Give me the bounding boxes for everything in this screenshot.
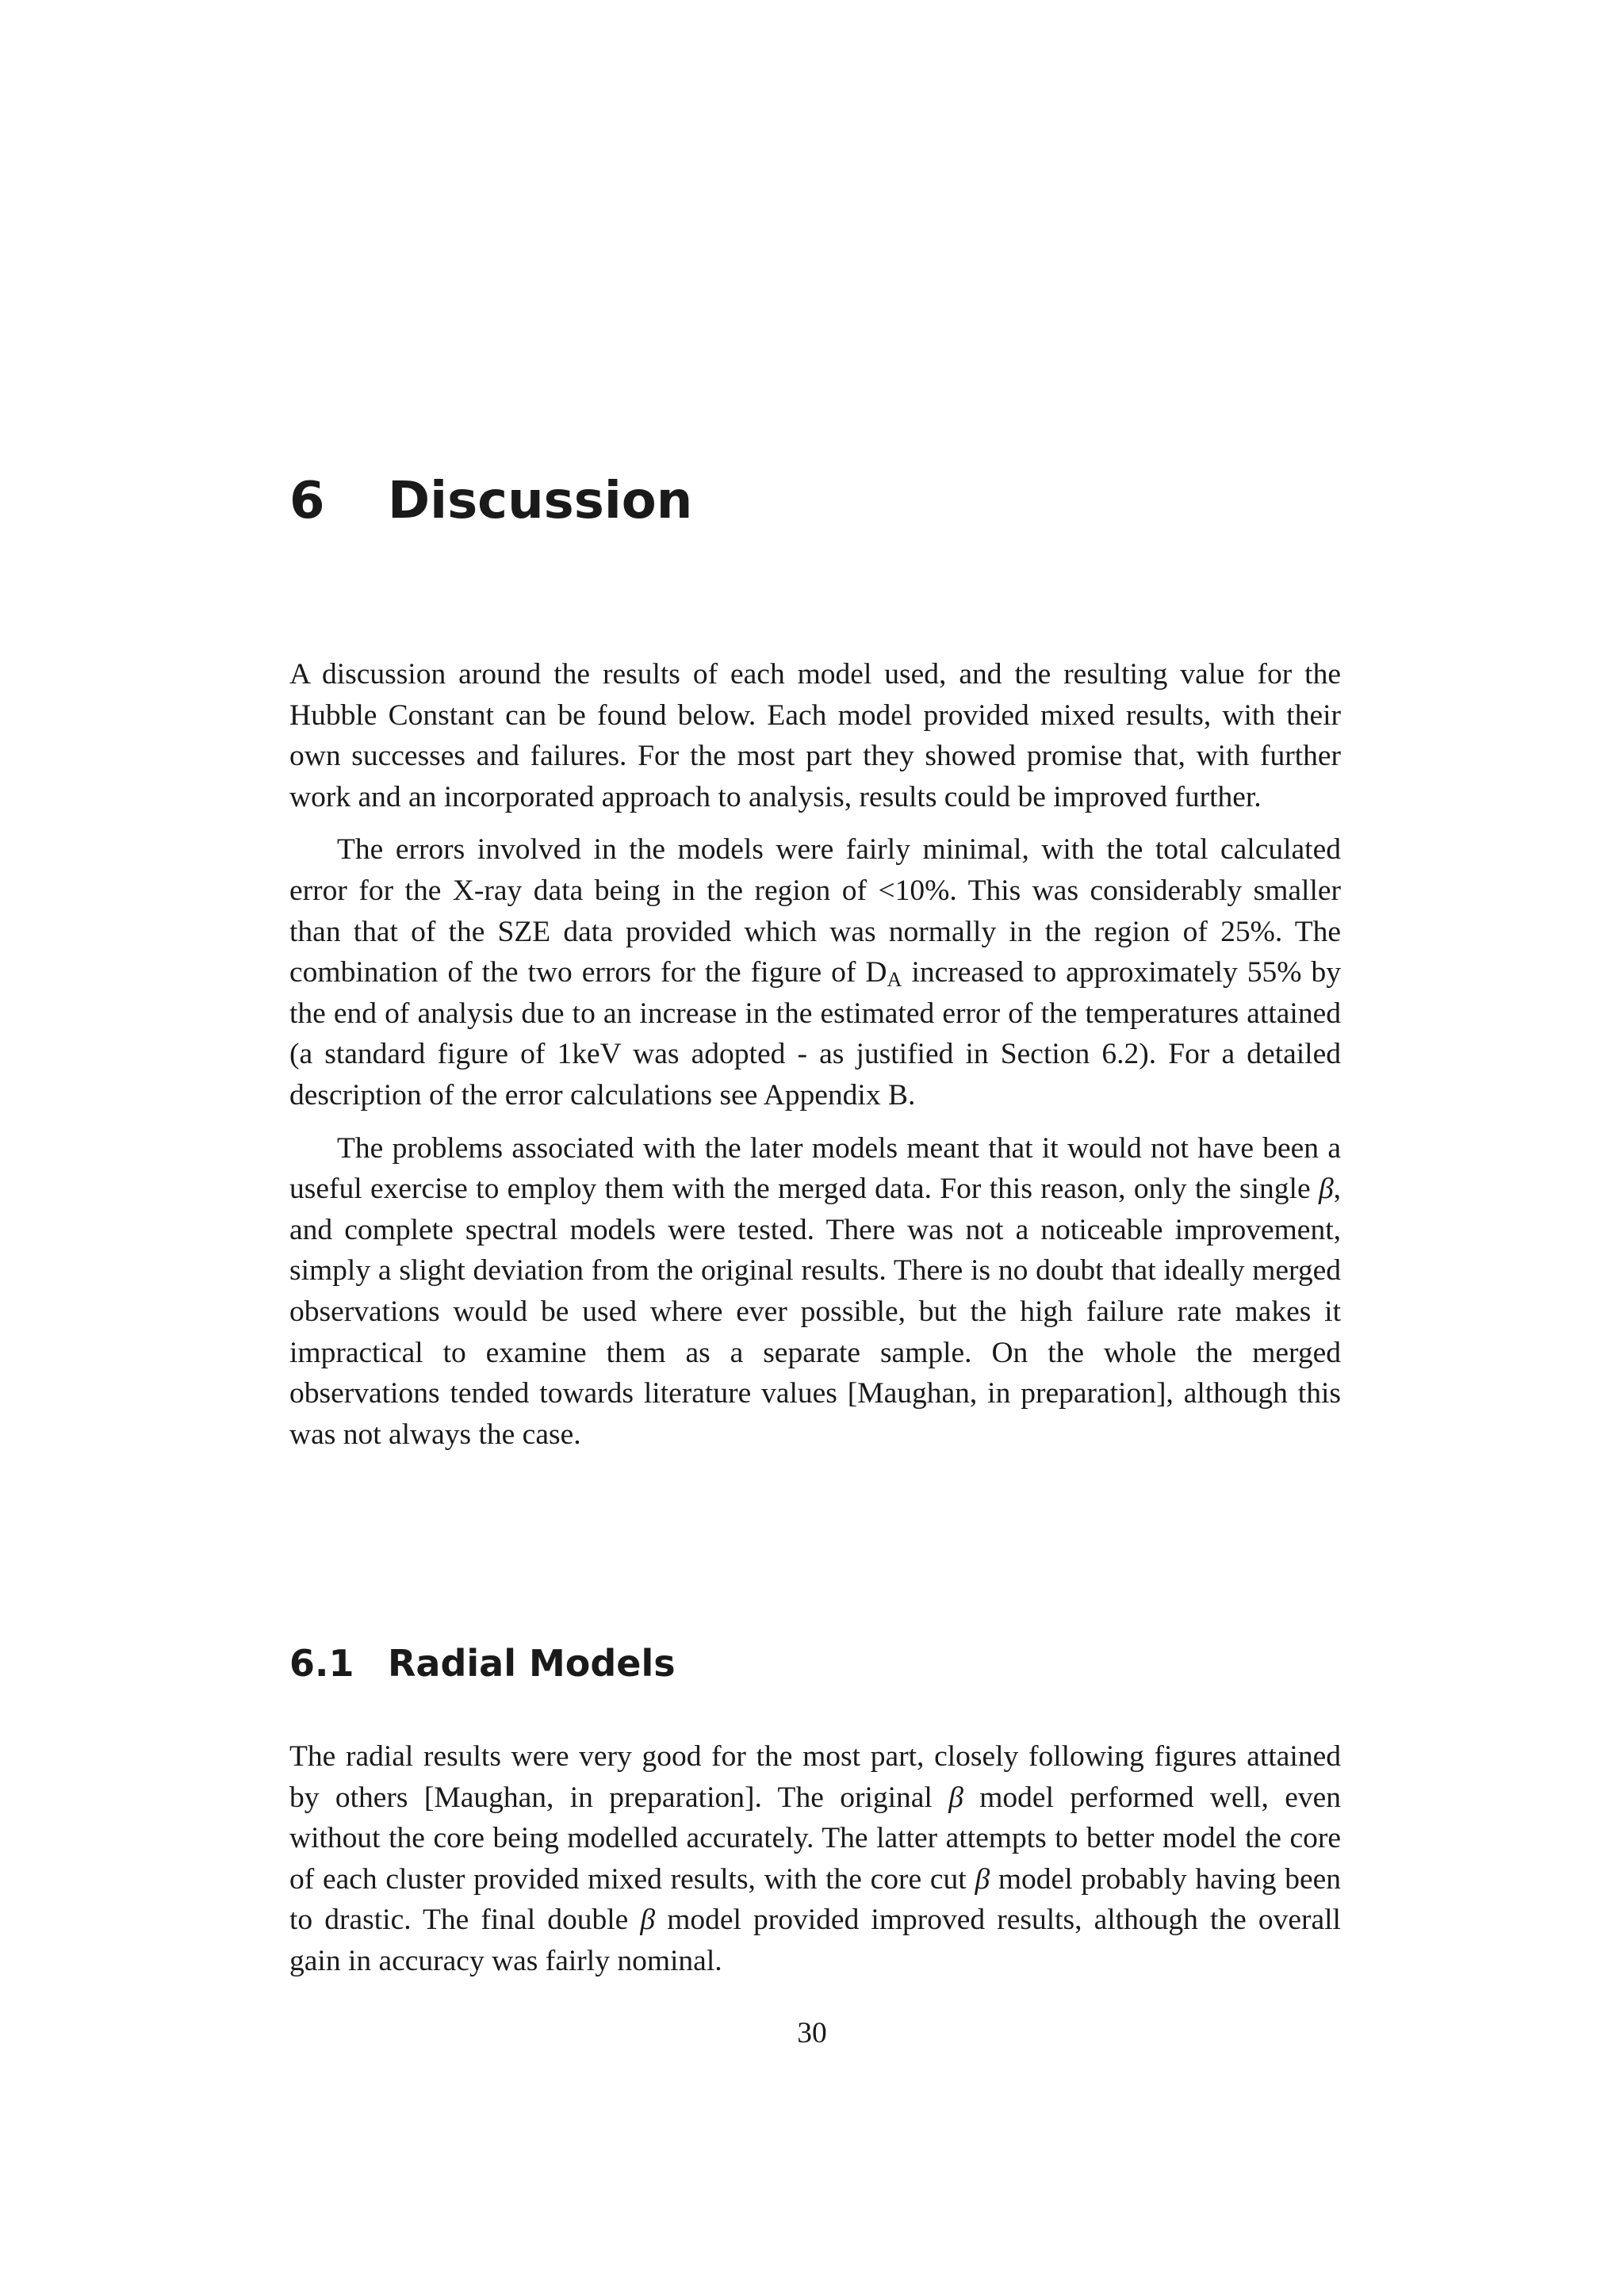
intro-paragraph-1: A discussion around the results of each model used, and the resulting value for the Hubble Constant can be found below. Each model provided mixed results, with their own successes and failures. For the most part they showed promise that, with further work and an incorporated approach to analysis, results could be improved further. [289, 658, 1341, 813]
intro-paragraph-2-subscript: A [887, 968, 902, 992]
beta-symbol: β [1318, 1173, 1334, 1206]
intro-paragraph-2 [289, 829, 1341, 1115]
section-paragraph-1-part-b: model performed well, even without the core being modelled accurately. The latter attempts to better model the core of each cluster provided mixed results, with the core cut [289, 1781, 1341, 1896]
chapter-number: 6 [289, 472, 325, 530]
beta-symbol: β [640, 1904, 656, 1937]
beta-symbol: β [975, 1862, 990, 1896]
section-body [289, 1736, 1341, 1994]
intro-paragraph-2-part-b: increased to approximately 55% by the end of analysis due to an increase in the estimated error of the temperatures attained (a standard figure of 1keV was adopted - as justified in Section 6.2). For a detailed description of the error calculations see Appendix B. [289, 956, 1341, 1112]
intro-paragraph-3-part-a: The problems associated with the later models meant that it would not have been a useful exercise to employ them with the merged data. For this reason, only the single [289, 1131, 1341, 1206]
intro-paragraph-3 [289, 1128, 1341, 1456]
section-number: 6.1 [289, 1642, 354, 1685]
section-heading [289, 1636, 676, 1691]
chapter-title: Discussion [388, 472, 693, 530]
page-number: 30 [797, 2017, 827, 2049]
intro-paragraph-3-part-b: , and complete spectral models were tested. There was not a noticeable improvement, simply a slight deviation from the original results. There is no doubt that ideally merged observations would be used where ever possible, but the high failure rate makes it impractical to examine them as a separate sample. On the whole the merged observations tended towards literature values [Maughan, in preparation], although this was not always the case. [289, 1173, 1341, 1451]
chapter-heading [289, 461, 692, 541]
section-title: Radial Models [388, 1642, 676, 1685]
beta-symbol: β [948, 1781, 963, 1814]
section-paragraph-1 [289, 1736, 1341, 1982]
section-paragraph-1-part-a: The radial results were very good for the most part, closely following figures attained by others [Maughan, in preparation]. The original [289, 1740, 1341, 1814]
section-paragraph-1-part-d: model provided improved results, although the overall gain in accuracy was fairly nominal. [289, 1904, 1341, 1977]
section-paragraph-1-part-c: model probably having been to drastic. The final double [289, 1862, 1341, 1937]
intro-paragraph-2-part-a: The errors involved in the models were fairly minimal, with the total calculated error for the X-ray data being in the region of <10%. This was considerably smaller than that of the SZE data provided which was normally in the region of 25%. The combination of the two errors for the figure of D [289, 833, 1341, 989]
chapter-intro [289, 654, 1341, 1467]
